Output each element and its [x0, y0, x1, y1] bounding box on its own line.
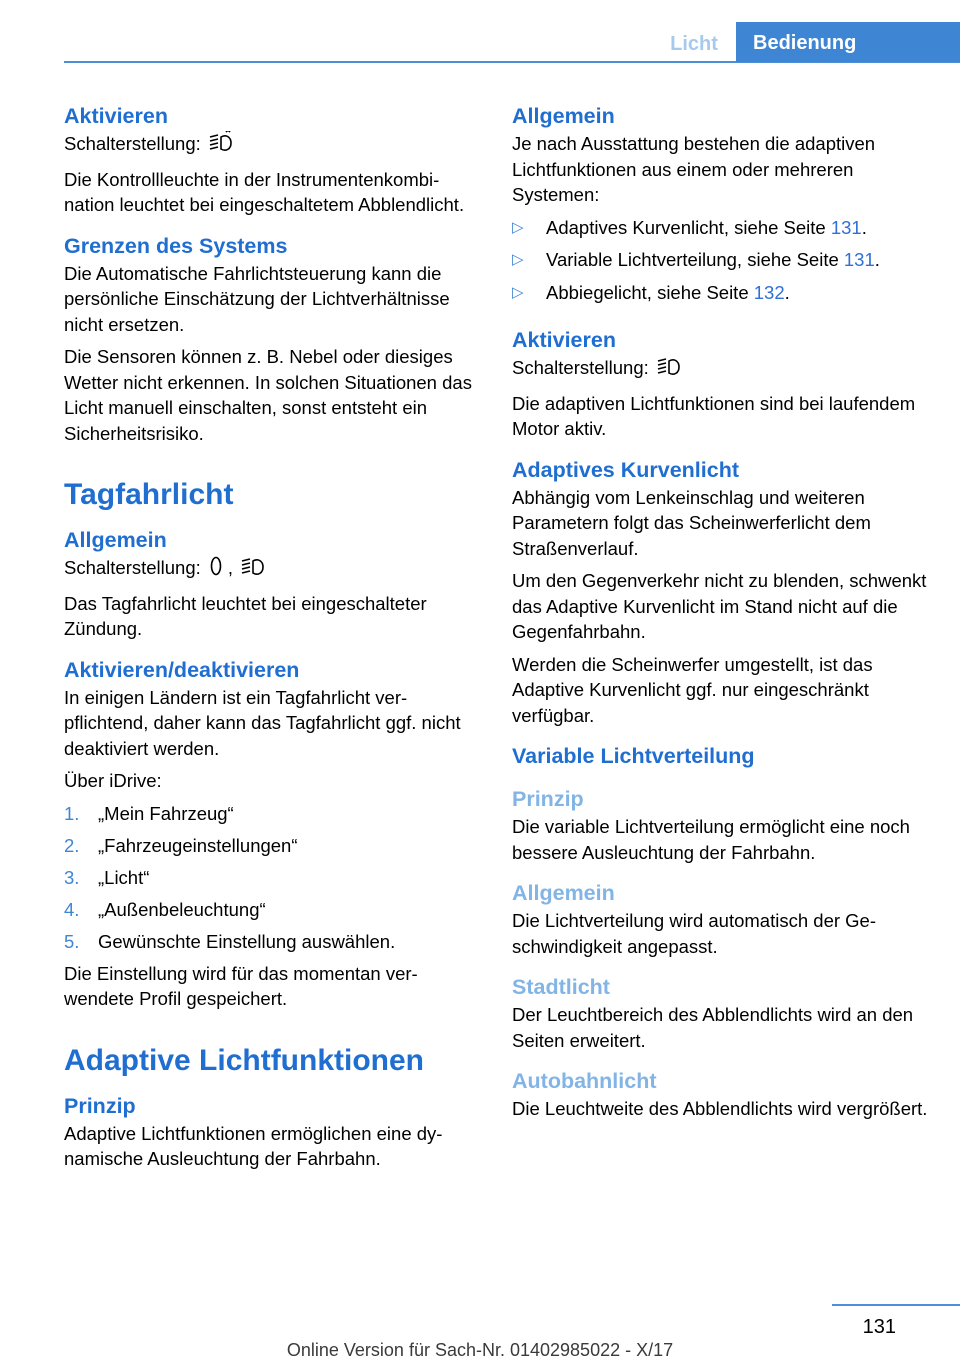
kurven-text-3: Werden die Scheinwerfer umgestellt, ist das Adaptive Kurvenlicht ggf. nur eingeschränkt verfügbar.	[512, 653, 873, 726]
auto-headlight-icon	[241, 555, 267, 584]
heading-allgemein: Allgemein	[64, 528, 167, 552]
profil-text: Die Einstellung wird für das momentan verwendete Profil gespeichert.	[64, 962, 418, 1009]
left-column	[64, 102, 478, 1172]
page-link[interactable]: 132	[753, 281, 785, 303]
heading-tagfahrlicht: Tagfahrlicht	[64, 478, 234, 511]
grenzen-text-2: Die Sensoren können z. B. Nebel oder diesiges Wetter nicht erkennen. In solchen Situationen das Licht manuell einschalten, sonst entsteht ein Sicherheitsrisiko.	[64, 346, 472, 444]
separator: ,	[227, 557, 234, 578]
kurven-text-1: Abhängig vom Lenkeinschlag und weiteren Parametern folgt das Scheinwerferlicht dem Straßenverlauf.	[512, 486, 871, 559]
stadtlicht-text: Der Leuchtbereich des Abblendlichts wird an den Seiten erweitert.	[512, 1004, 914, 1051]
list-item	[64, 929, 478, 955]
heading-autobahnlicht: Autobahnlicht	[512, 1069, 657, 1093]
triangle-bullet-icon: ▷	[512, 218, 524, 236]
grenzen-text-1: Die Automatische Fahrlichtsteuerung kann die persönliche Einschätzung der Lichtverhältnisse nicht ersetzen.	[64, 262, 450, 335]
page-number-rule	[832, 1304, 960, 1306]
idrive-steps	[64, 801, 478, 955]
bullet-text: Adaptives Kurvenlicht, siehe Seite	[546, 216, 831, 238]
list-item	[512, 247, 932, 273]
prinzip-text: Die variable Lichtverteilung ermöglicht eine noch bessere Ausleuchtung der Fahrbahn.	[512, 816, 910, 863]
heading-variable-lichtverteilung: Variable Lichtverteilung	[512, 744, 755, 768]
bullet-end: .	[784, 281, 790, 303]
tab-bedienung[interactable]: Bedienung	[736, 22, 960, 62]
prinzip-text: Adaptive Lichtfunktionen ermöglichen eine dynamische Ausleuchtung der Fahrbahn.	[64, 1122, 443, 1169]
heading-adaptives-kurvenlicht: Adaptives Kurvenlicht	[512, 457, 739, 482]
aktivieren-text: Die adaptiven Lichtfunktionen sind bei laufendem Motor aktiv.	[512, 392, 916, 439]
heading-allgemein: Allgemein	[512, 104, 615, 128]
step-number: 4.	[64, 898, 80, 920]
kontrollleuchte-text: Die Kontrollleuchte in der Instrumentenkombination leuchtet bei eingeschaltetem Abblendlicht.	[64, 168, 465, 215]
bullet-end: .	[874, 249, 880, 270]
heading-aktivieren: Aktivieren	[512, 328, 616, 352]
schalterstellung-label: Schalterstellung:	[512, 357, 649, 378]
list-item	[512, 280, 932, 306]
footer-text: Online Version für Sach-Nr. 01402985022 - X/17	[286, 1340, 674, 1360]
triangle-bullet-icon: ▷	[512, 283, 524, 301]
heading-prinzip: Prinzip	[512, 787, 584, 811]
systems-list	[512, 215, 932, 306]
heading-aktivieren: Aktivieren	[64, 104, 168, 128]
step-text: „Licht“	[98, 866, 150, 888]
heading-prinzip: Prinzip	[64, 1093, 136, 1118]
auto-headlight-icon	[657, 355, 683, 384]
list-item	[64, 865, 478, 891]
list-item	[512, 215, 932, 241]
aktdeakt-text: In einigen Ländern ist ein Tagfahrlicht verpflichtend, daher kann das Tagfahrlicht ggf. nicht deaktiviert werden.	[64, 686, 461, 759]
page-link[interactable]: 131	[843, 249, 875, 270]
list-item	[64, 833, 478, 859]
allgemein-2-text: Die Lichtverteilung wird automatisch der Geschwindigkeit angepasst.	[512, 910, 877, 957]
page-link[interactable]: 131	[830, 216, 862, 238]
list-item	[64, 897, 478, 923]
schalterstellung-line	[64, 131, 478, 160]
bullet-text: Variable Lichtverteilung, siehe Seite	[546, 249, 844, 270]
step-number: 1.	[64, 802, 80, 824]
tab-licht[interactable]: Licht	[670, 33, 718, 55]
heading-allgemein-2: Allgemein	[512, 881, 615, 905]
heading-adaptive-lichtfunktionen: Adaptive Lichtfunktionen	[64, 1043, 424, 1077]
step-text: „Mein Fahrzeug“	[98, 802, 234, 824]
heading-grenzen: Grenzen des Systems	[64, 233, 288, 258]
schalterstellung-line-3	[512, 355, 932, 384]
ueber-idrive: Über iDrive:	[64, 770, 162, 791]
allgemein-text: Je nach Ausstattung bestehen die adaptiven Lichtfunktionen aus einem oder mehreren Systemen:	[512, 133, 876, 205]
triangle-bullet-icon: ▷	[512, 251, 524, 268]
step-number: 3.	[64, 866, 80, 888]
auto-headlight-icon	[209, 131, 235, 160]
step-number: 5.	[64, 930, 80, 952]
kurven-text-2: Um den Gegenverkehr nicht zu blenden, schwenkt das Adaptive Kurvenlicht im Stand nicht auf die Gegenfahrbahn.	[512, 570, 927, 642]
autobahnlicht-text: Die Leuchtweite des Abblendlichts wird vergrößert.	[512, 1098, 928, 1119]
right-column	[512, 102, 932, 1122]
step-text: „Fahrzeugeinstellungen“	[98, 834, 298, 856]
heading-aktivieren-deaktivieren: Aktivieren/deaktivieren	[64, 657, 300, 682]
schalterstellung-label: Schalterstellung:	[64, 133, 201, 154]
schalterstellung-line-2	[64, 555, 478, 584]
bullet-end: .	[861, 216, 867, 238]
step-number: 2.	[64, 834, 80, 856]
page-number: 131	[862, 1316, 896, 1338]
list-item	[64, 801, 478, 827]
schalterstellung-label: Schalterstellung:	[64, 557, 201, 578]
step-text: „Außenbeleuchtung“	[98, 898, 266, 920]
tagfahrlicht-text: Das Tagfahrlicht leuchtet bei eingeschalteter Zündung.	[64, 592, 427, 639]
bullet-text: Abbiegelicht, siehe Seite	[546, 281, 754, 303]
switch-off-icon	[209, 555, 223, 584]
heading-stadtlicht: Stadtlicht	[512, 975, 610, 999]
step-text: Gewünschte Einstellung auswählen.	[98, 930, 396, 952]
